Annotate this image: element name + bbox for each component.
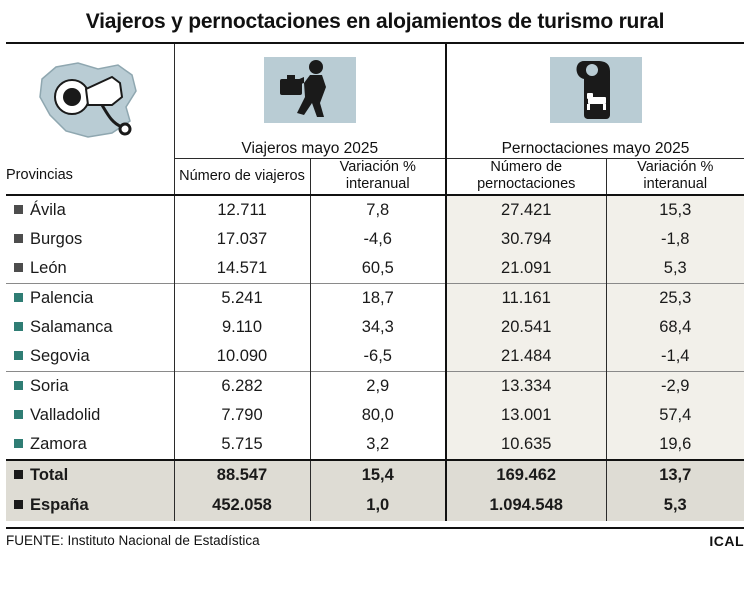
group-header-viajeros: Viajeros mayo 2025 [174,140,446,159]
bullet-icon [14,205,23,214]
column-header-numero-pernoctaciones: Número de pernoctaciones [446,159,606,195]
table-row [6,371,744,401]
table-row [6,342,744,372]
row-label [6,225,174,254]
cell-viajeros: 9.110 [174,313,310,342]
cell-viajeros: 5.241 [174,283,310,313]
row-label [6,430,174,460]
castilla-leon-map-icon [26,53,154,145]
table-row [6,254,744,284]
bullet-icon [14,410,23,419]
cell-viajeros: 10.090 [174,342,310,372]
province-name: Palencia [30,288,94,307]
cell-var-pernoctaciones: 13,7 [606,460,744,491]
cell-var-pernoctaciones: 57,4 [606,401,744,430]
traveler-icon-cell [174,44,446,140]
lodging-icon-cell [446,44,744,140]
province-name: León [30,258,67,277]
province-name: Salamanca [30,317,113,336]
cell-var-viajeros: 2,9 [310,371,446,401]
cell-var-pernoctaciones: 5,3 [606,491,744,521]
table-row [6,401,744,430]
cell-pernoctaciones: 27.421 [446,195,606,225]
sub-header-row [6,159,744,195]
bullet-icon [14,470,23,479]
cell-viajeros: 5.715 [174,430,310,460]
row-label [6,195,174,225]
cell-pernoctaciones: 21.091 [446,254,606,284]
map-icon-cell [6,44,174,159]
bullet-icon [14,381,23,390]
table-row [6,430,744,460]
bullet-icon [14,263,23,272]
province-name: Soria [30,376,69,395]
cell-viajeros: 12.711 [174,195,310,225]
row-label [6,371,174,401]
bullet-icon [14,439,23,448]
cell-var-viajeros: 7,8 [310,195,446,225]
page-title: Viajeros y pernoctaciones en alojamientos de turismo rural [85,10,665,33]
icon-row [6,44,744,140]
total-label: España [30,496,89,515]
group-header-pernoctaciones: Pernoctaciones mayo 2025 [446,140,744,159]
cell-var-viajeros: 80,0 [310,401,446,430]
cell-pernoctaciones: 11.161 [446,283,606,313]
column-header-variacion-pernoctaciones: Variación % interanual [606,159,744,195]
footer [6,533,744,549]
cell-var-viajeros: 3,2 [310,430,446,460]
cell-pernoctaciones: 20.541 [446,313,606,342]
cell-var-viajeros: 60,5 [310,254,446,284]
cell-pernoctaciones: 169.462 [446,460,606,491]
province-name: Valladolid [30,405,101,424]
row-label [6,401,174,430]
row-label [6,491,174,521]
cell-viajeros: 7.790 [174,401,310,430]
bullet-icon [14,322,23,331]
row-label [6,283,174,313]
row-label [6,460,174,491]
table-row [6,225,744,254]
column-header-numero-viajeros: Número de viajeros [174,159,310,195]
cell-pernoctaciones: 13.001 [446,401,606,430]
table-row [6,283,744,313]
cell-pernoctaciones: 1.094.548 [446,491,606,521]
province-name: Burgos [30,229,83,248]
cell-viajeros: 17.037 [174,225,310,254]
cell-var-viajeros: 18,7 [310,283,446,313]
cell-pernoctaciones: 30.794 [446,225,606,254]
province-name: Segovia [30,346,90,365]
bullet-icon [14,351,23,360]
credit-text: ICAL [709,532,744,549]
cell-viajeros: 452.058 [174,491,310,521]
table-row-total [6,460,744,491]
cell-var-viajeros: 1,0 [310,491,446,521]
cell-var-viajeros: -6,5 [310,342,446,372]
row-label [6,313,174,342]
province-name: Zamora [30,434,87,453]
row-label [6,254,174,284]
cell-pernoctaciones: 21.484 [446,342,606,372]
table-row [6,313,744,342]
column-header-provincias: Provincias [6,159,174,195]
traveler-walking-icon [264,57,356,123]
bullet-icon [14,234,23,243]
cell-var-pernoctaciones: 19,6 [606,430,744,460]
cell-pernoctaciones: 13.334 [446,371,606,401]
total-label: Total [30,466,69,485]
column-header-variacion-viajeros: Variación % interanual [310,159,446,195]
cell-var-viajeros: 15,4 [310,460,446,491]
cell-viajeros: 6.282 [174,371,310,401]
cell-var-viajeros: -4,6 [310,225,446,254]
cell-var-pernoctaciones: -1,4 [606,342,744,372]
row-label [6,342,174,372]
cell-var-pernoctaciones: 25,3 [606,283,744,313]
data-table [6,44,744,521]
cell-viajeros: 88.547 [174,460,310,491]
source-text: FUENTE: Instituto Nacional de Estadística [6,533,260,549]
cell-viajeros: 14.571 [174,254,310,284]
cell-var-pernoctaciones: 15,3 [606,195,744,225]
cell-var-pernoctaciones: -2,9 [606,371,744,401]
cell-var-pernoctaciones: 68,4 [606,313,744,342]
cell-var-pernoctaciones: -1,8 [606,225,744,254]
province-name: Ávila [30,200,66,219]
bullet-icon [14,500,23,509]
cell-pernoctaciones: 10.635 [446,430,606,460]
footer-divider [6,527,744,529]
table-row [6,195,744,225]
cell-var-pernoctaciones: 5,3 [606,254,744,284]
table-row-total [6,491,744,521]
bullet-icon [14,293,23,302]
door-hanger-bed-icon [550,57,642,123]
cell-var-viajeros: 34,3 [310,313,446,342]
